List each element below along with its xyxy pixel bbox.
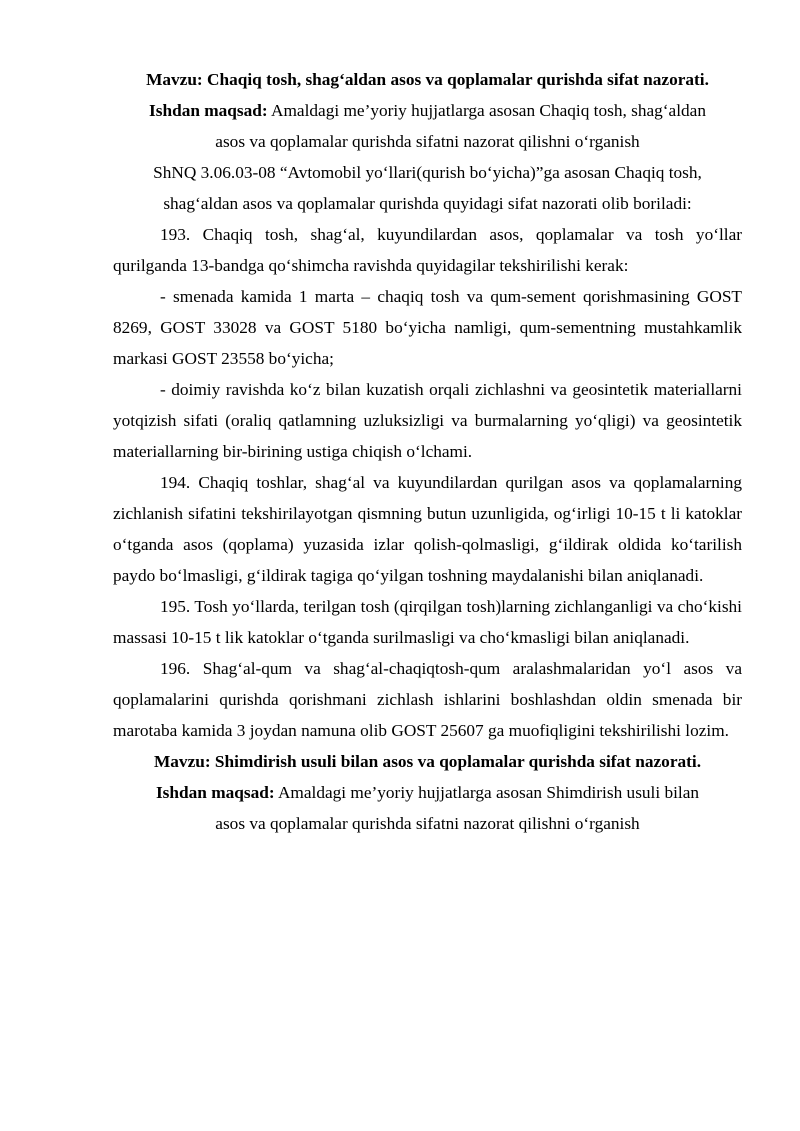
- section2-aim-label: Ishdan maqsad:: [155, 783, 275, 802]
- section2-title: Mavzu: Shimdirish usuli bilan asos va qoplamalar qurishda sifat nazorati.: [153, 752, 702, 771]
- section1-aim-text: Amaldagi me’yoriy hujjatlarga asosan Chaqiq tosh, shag‘aldan: [267, 101, 706, 120]
- section1-aim-label: Ishdan maqsad:: [149, 101, 268, 120]
- section2-aim-text-cont: asos va qoplamalar qurishda sifatni nazorat qilishni o‘rganish: [215, 814, 640, 833]
- section1-title: Mavzu: Chaqiq tosh, shag‘aldan asos va qoplamalar qurishda sifat nazorati.: [146, 70, 709, 89]
- paragraph-193: 193. Chaqiq tosh, shag‘al, kuyundilardan asos, qoplamalar va tosh yo‘llar qurilganda 13-bandga qo‘shimcha ravishda quyidagilar tekshirilishi kerak:: [113, 225, 742, 275]
- paragraph-visual-check: - doimiy ravishda ko‘z bilan kuzatish orqali zichlashni va geosintetik materiallarni yotqizish sifati (oraliq qatlamning uzluksizligi va burmalarning yo‘qligi) va geosintetik materiallarning bir-birining ustiga chiqish o‘lchami.: [113, 380, 742, 461]
- paragraph-shift-check: - smenada kamida 1 marta – chaqiq tosh va qum-sement qorishmasining GOST 8269, GOST 33028 va GOST 5180 bo‘yicha namligi, qum-sementning mustahkamlik markasi GOST 23558 bo‘yicha;: [113, 287, 742, 368]
- section2-aim-text: Amaldagi me’yoriy hujjatlarga asosan Shimdirish usuli bilan: [274, 783, 700, 802]
- paragraph-196: 196. Shag‘al-qum va shag‘al-chaqiqtosh-qum aralashmalaridan yo‘l asos va qoplamalarini qurishda qorishmani zichlash ishlarini boshlashdan oldin smenada bir marotaba kamida 3 joydan namuna olib GOST 25607 ga muofiqligini tekshirilishi lozim.: [113, 659, 742, 740]
- document-page: [113, 64, 742, 839]
- section1-aim-text-cont: asos va qoplamalar qurishda sifatni nazorat qilishni o‘rganish: [215, 132, 640, 151]
- section2-aim: [113, 777, 742, 839]
- section1-intro-line1: ShNQ 3.06.03-08 “Avtomobil yo‘llari(qurish bo‘yicha)”ga asosan Chaqiq tosh,: [153, 163, 702, 182]
- paragraph-195: 195. Tosh yo‘llarda, terilgan tosh (qirqilgan tosh)larning zichlanganligi va cho‘kishi massasi 10-15 t lik katoklar o‘tganda surilmasligi va cho‘kmasligi bilan aniqlanadi.: [113, 597, 742, 647]
- section1-intro-line2: shag‘aldan asos va qoplamalar qurishda quyidagi sifat nazorati olib boriladi:: [163, 194, 692, 213]
- section1-aim: [113, 95, 742, 157]
- section1-intro: [113, 157, 742, 219]
- paragraph-194: 194. Chaqiq toshlar, shag‘al va kuyundilardan qurilgan asos va qoplamalarning zichlanish sifatini tekshirilayotgan qismning butun uzunligida, og‘irligi 10-15 t li katoklar o‘tganda asos (qoplama) yuzasida izlar qolish-qolmasligi, g‘ildirak oldida ko‘tarilish paydo bo‘lmasligi, g‘ildirak tagiga qo‘yilgan toshning maydalanishi bilan aniqlanadi.: [113, 473, 742, 585]
